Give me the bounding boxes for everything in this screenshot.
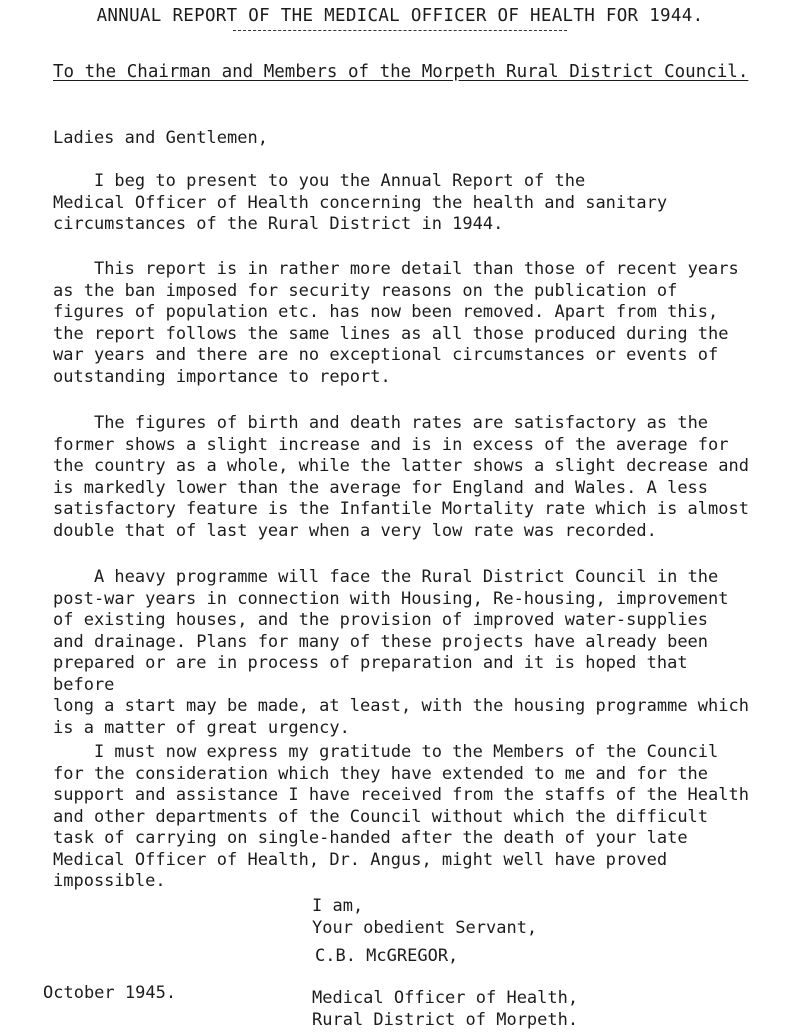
report-heading: ANNUAL REPORT OF THE MEDICAL OFFICER OF HEALTH FOR 1944. — [96, 6, 704, 26]
greeting: Ladies and Gentlemen, — [53, 128, 268, 148]
heading-underline — [233, 30, 567, 31]
report-date: October 1945. — [43, 983, 177, 1003]
paragraph-birth-death-rates: The figures of birth and death rates are satisfactory as the former shows a slight increase and is in excess of the average for the country as a whole, while the latter shows a slight decrease and is markedly lower than the average for England and Wales. A less satisfactory feature is the Infantile Mortality rate which is almost double that of last year when a very low rate was recorded. — [53, 413, 749, 541]
signature-title: Medical Officer of Health, Rural District of Morpeth. — [312, 988, 579, 1030]
paragraph-gratitude: I must now express my gratitude to the Members of the Council for the consideration which they have extended to me and for the support and assistance I have received from the staffs of the Health and other departments of the Council without which the difficult task of carrying on single-handed after the death of your late Medical Officer of Health, Dr. Angus, might well have proved impossible. — [53, 742, 749, 891]
closing-valediction: I am, Your obedient Servant, — [312, 896, 538, 938]
paragraph-detail: This report is in rather more detail than those of recent years as the ban imposed for security reasons on the publication of figures of population etc. has now been removed. Apart from this, the report follows the same lines as all those produced during the war years and there are no exceptional circumstances or events of outstanding importance to report. — [53, 259, 739, 387]
addressee-line: To the Chairman and Members of the Morpeth Rural District Council. — [53, 62, 749, 82]
signature-name: C.B. McGREGOR, — [315, 946, 459, 966]
paragraph-housing-programme: A heavy programme will face the Rural District Council in the post-war years in connection with Housing, Re-housing, improvement of existing houses, and the provision of improved water-supplies and drainage. Plans for many of these projects have already been prepared or are in process of preparation and it is hoped that before long a start may be made, at least, with the housing programme which is a matter of great urgency. — [53, 567, 749, 738]
paragraph-intro: I beg to present to you the Annual Report of the Medical Officer of Health concerning the health and sanitary circumstances of the Rural District in 1944. — [53, 171, 668, 234]
